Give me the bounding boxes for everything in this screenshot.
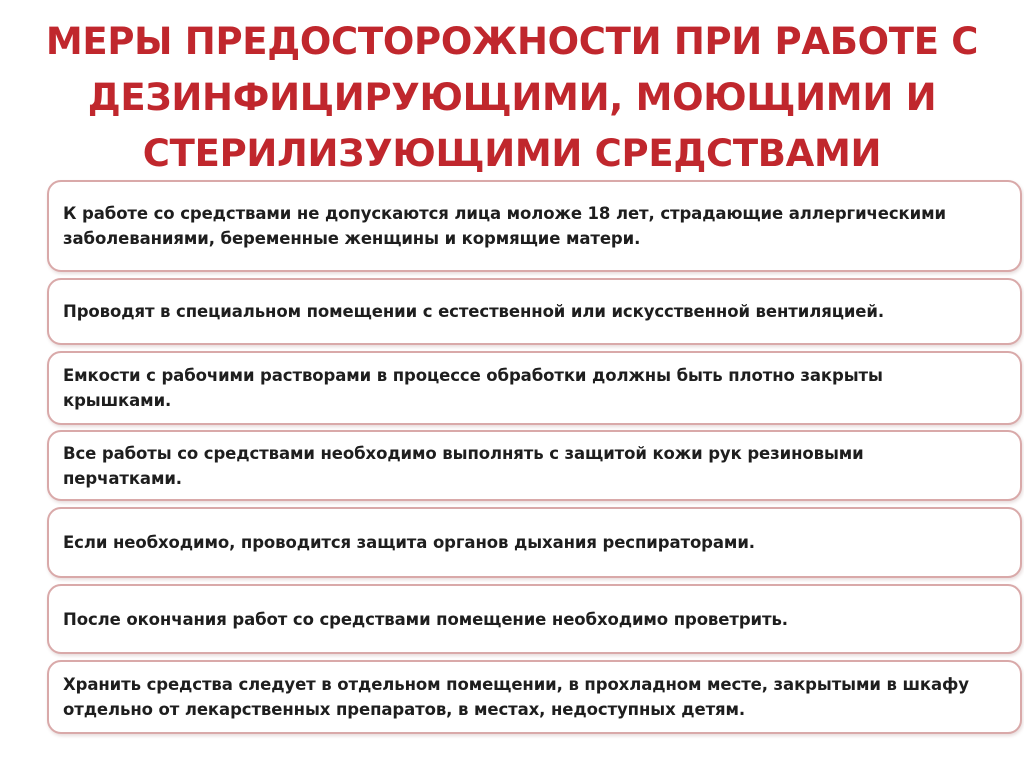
slide-title bbox=[40, 14, 984, 182]
precaution-text bbox=[63, 530, 755, 555]
precaution-text bbox=[63, 299, 884, 324]
precaution-item-1 bbox=[47, 180, 1022, 272]
precaution-item-4 bbox=[47, 430, 1022, 501]
text-line: Все работы со средствами необходимо выполнять с защитой кожи рук резиновыми bbox=[63, 443, 864, 463]
precaution-item-6 bbox=[47, 584, 1022, 654]
text-line: После окончания работ со средствами помещение необходимо проветрить. bbox=[63, 609, 788, 629]
text-line: К работе со средствами не допускаются лица моложе 18 лет, страдающие аллергическими bbox=[63, 204, 946, 223]
precaution-text bbox=[63, 441, 864, 491]
text-line: Проводят в специальном помещении с естественной или искусственной вентиляцией. bbox=[63, 302, 885, 321]
title-line: МЕРЫ ПРЕДОСТОРОЖНОСТИ ПРИ РАБОТЕ С bbox=[45, 20, 979, 63]
text-line: заболеваниями, беременные женщины и кормящие матери. bbox=[63, 229, 641, 248]
title-line: СТЕРИЛИЗУЮЩИМИ СРЕДСТВАМИ bbox=[142, 132, 882, 175]
precaution-text bbox=[63, 363, 883, 413]
text-line: перчатками. bbox=[63, 468, 182, 488]
precaution-item-7 bbox=[47, 660, 1022, 734]
precaution-item-5 bbox=[47, 507, 1022, 578]
title-line: ДЕЗИНФИЦИРУЮЩИМИ, МОЮЩИМИ И bbox=[87, 76, 937, 119]
precaution-text bbox=[63, 201, 946, 251]
text-line: Если необходимо, проводится защита органов дыхания респираторами. bbox=[63, 533, 755, 552]
precaution-text bbox=[63, 672, 969, 722]
text-line: Емкости с рабочими растворами в процессе обработки должны быть плотно закрыты bbox=[63, 366, 883, 385]
precaution-item-3 bbox=[47, 351, 1022, 425]
precaution-text bbox=[63, 607, 788, 632]
precaution-item-2 bbox=[47, 278, 1022, 345]
text-line: крышками. bbox=[63, 391, 172, 410]
text-line: Хранить средства следует в отдельном помещении, в прохладном месте, закрытыми в шкафу bbox=[63, 675, 969, 694]
text-line: отдельно от лекарственных препаратов, в местах, недоступных детям. bbox=[63, 700, 746, 719]
